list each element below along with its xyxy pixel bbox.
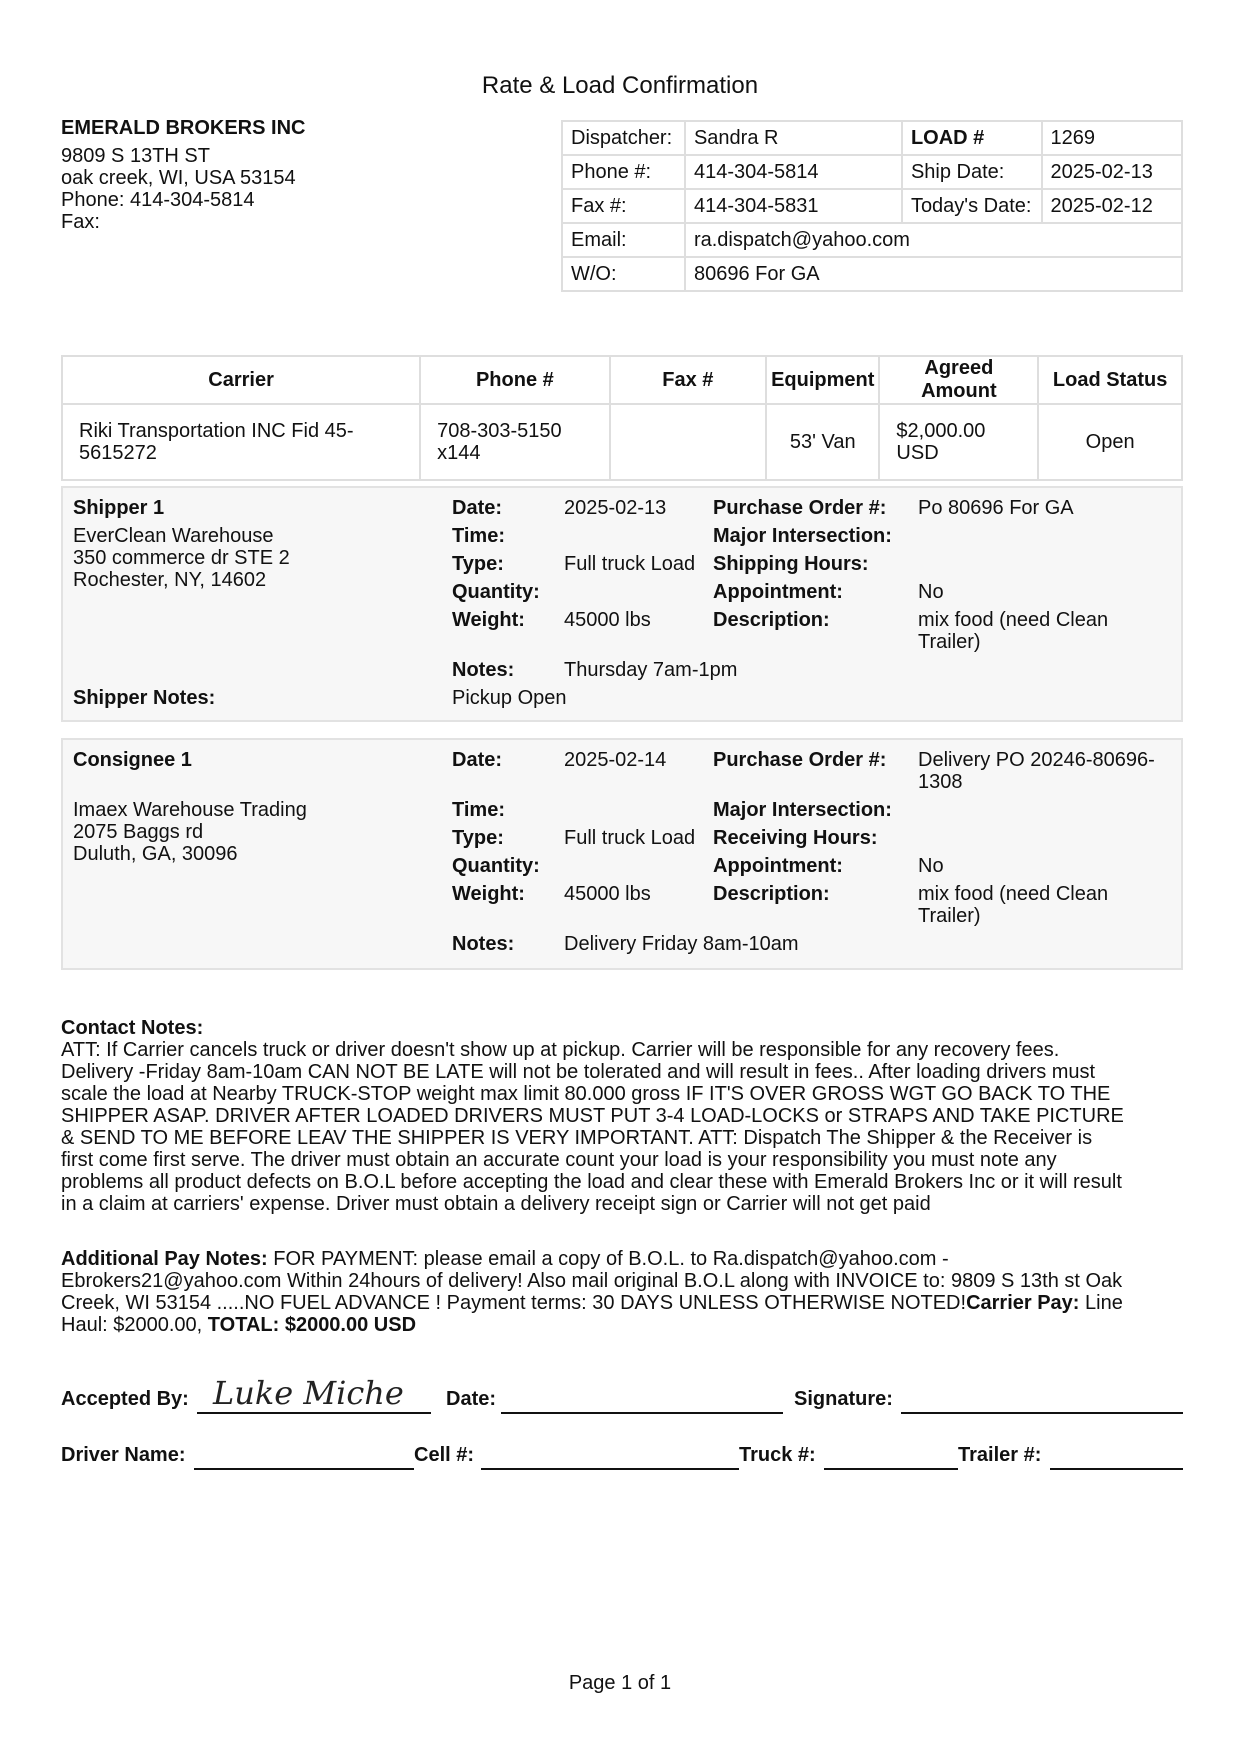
- consignee-date-label: Date:: [452, 749, 503, 771]
- shipper-description-line1: mix food (need Clean: [918, 609, 1109, 631]
- carrier-name-line2: 5615272: [79, 442, 157, 464]
- work-order-label: W/O:: [562, 257, 685, 291]
- company-address-line2: oak creek, WI, USA 53154: [61, 167, 296, 189]
- ship-date-label: Ship Date:: [902, 155, 1042, 189]
- receiving-hours-label: Receiving Hours:: [713, 827, 878, 849]
- consignee-type-value: Full truck Load: [564, 827, 696, 849]
- agreed-amount-line1: $2,000.00: [896, 420, 986, 442]
- equipment-header: Equipment: [766, 356, 879, 404]
- shipper-section: [61, 486, 1183, 722]
- dispatch-fax-label: Fax #:: [562, 189, 685, 223]
- load-number-value: 1269: [1042, 121, 1182, 155]
- agreed-amount-line2: USD: [896, 442, 939, 464]
- dispatch-phone-label: Phone #:: [562, 155, 685, 189]
- contact-notes-line: scale the load at Nearby TRUCK-STOP weight max limit 80.000 gross IF IT'S OVER GROSS WGT GO BACK TO THE: [61, 1083, 1111, 1105]
- contact-notes-line: Delivery -Friday 8am-10am CAN NOT BE LATE will not be tolerated and will result in fees.. After loading drivers must: [61, 1061, 1096, 1083]
- consignee-name: Imaex Warehouse Trading: [73, 799, 307, 821]
- carrier-table: [61, 355, 1183, 481]
- shipper-appointment-label: Appointment:: [713, 581, 843, 603]
- consignee-description-line2: Trailer): [918, 905, 981, 927]
- consignee-time-label: Time:: [452, 799, 505, 821]
- accepted-by-label: Accepted By:: [61, 1388, 189, 1410]
- pay-notes-label: Additional Pay Notes:: [61, 1248, 268, 1270]
- dispatch-table: [561, 120, 1183, 292]
- contact-notes-line: & SEND TO ME BEFORE LEAV THE SHIPPER IS VERY IMPORTANT. ATT: Dispatch The Shipper & the Receiver is: [61, 1127, 1093, 1149]
- pay-total: TOTAL: $2000.00 USD: [207, 1314, 417, 1336]
- dispatcher-value: Sandra R: [685, 121, 902, 155]
- consignee-section: [61, 738, 1183, 970]
- contact-notes-line: ATT: If Carrier cancels truck or driver doesn't show up at pickup. Carrier will be responsible for any recovery fees.: [61, 1039, 1060, 1061]
- contact-notes-line: problems all product defects on B.O.L before accepting the load and clear these with Emerald Brokers Inc or it will result: [61, 1171, 1122, 1193]
- shipper-date-value: 2025-02-13: [564, 497, 667, 519]
- shipper-intersection-label: Major Intersection:: [713, 525, 892, 547]
- shipper-notes-text: Pickup Open: [452, 687, 567, 709]
- shipper-notes-label: Notes:: [452, 659, 515, 681]
- consignee-description-line1: mix food (need Clean: [918, 883, 1109, 905]
- dispatch-email-label: Email:: [562, 223, 685, 257]
- pay-notes-line3-tail: Line: [1085, 1292, 1123, 1314]
- shipper-address-line2: Rochester, NY, 14602: [73, 569, 267, 591]
- shipper-po-label: Purchase Order #:: [713, 497, 887, 519]
- shipper-title: Shipper 1: [73, 497, 165, 519]
- work-order-value: 80696 For GA: [685, 257, 1182, 291]
- shipper-quantity-label: Quantity:: [452, 581, 540, 603]
- carrier-pay-label: Carrier Pay:: [966, 1292, 1080, 1314]
- load-number-label: LOAD #: [902, 121, 1042, 155]
- company-phone: Phone: 414-304-5814: [61, 189, 255, 211]
- carrier-fax-cell: [610, 404, 766, 480]
- company-fax: Fax:: [61, 211, 100, 233]
- dispatcher-label: Dispatcher:: [562, 121, 685, 155]
- fax-header: Fax #: [610, 356, 766, 404]
- carrier-name-cell: [62, 404, 420, 480]
- consignee-title: Consignee 1: [73, 749, 192, 771]
- date-line[interactable]: [501, 1412, 783, 1414]
- consignee-appointment-label: Appointment:: [713, 855, 843, 877]
- dispatch-fax-value: 414-304-5831: [685, 189, 902, 223]
- truck-label: Truck #:: [739, 1444, 816, 1466]
- signature-row: [61, 1374, 1183, 1414]
- driver-name-line[interactable]: [194, 1468, 414, 1470]
- company-block: [61, 117, 305, 233]
- pay-notes-line2: Ebrokers21@yahoo.com Within 24hours of delivery! Also mail original B.O.L along with INVOICE to: 9809 S 13th st Oak: [61, 1270, 1123, 1292]
- shipper-description-label: Description:: [713, 609, 830, 631]
- consignee-po-line1: Delivery PO 20246-80696-: [918, 749, 1155, 771]
- consignee-po-label: Purchase Order #:: [713, 749, 887, 771]
- consignee-quantity-label: Quantity:: [452, 855, 540, 877]
- load-status-header: Load Status: [1038, 356, 1182, 404]
- todays-date-label: Today's Date:: [902, 189, 1042, 223]
- contact-notes-line: SHIPPER ASAP. DRIVER AFTER LOADED DRIVERS MUST PUT 3-4 LOAD-LOCKS or STRAPS AND TAKE PICTURE: [61, 1105, 1124, 1127]
- agreed-amount-cell: [879, 404, 1038, 480]
- shipper-weight-label: Weight:: [452, 609, 525, 631]
- consignee-type-label: Type:: [452, 827, 504, 849]
- shipping-hours-label: Shipping Hours:: [713, 553, 869, 575]
- contact-notes-line: in a claim at carriers' expense. Driver must obtain a delivery receipt sign or Carrier will not get paid: [61, 1193, 931, 1215]
- accepted-by-line[interactable]: [197, 1412, 431, 1414]
- signature-label: Signature:: [794, 1388, 893, 1410]
- load-status-cell: Open: [1038, 404, 1182, 480]
- accepted-by-signature: Luke Miche: [213, 1374, 404, 1412]
- shipper-weight-value: 45000 lbs: [564, 609, 651, 631]
- pay-notes-line3: Creek, WI 53154 .....NO FUEL ADVANCE ! Payment terms: 30 DAYS UNLESS OTHERWISE NOTED!: [61, 1292, 967, 1314]
- company-name: EMERALD BROKERS INC: [61, 117, 306, 139]
- shipper-appointment-value: No: [918, 581, 944, 603]
- pay-notes-line4: Haul: $2000.00,: [61, 1314, 203, 1336]
- page-number: Page 1 of 1: [568, 1672, 672, 1694]
- shipper-notes-heading: Shipper Notes:: [73, 687, 216, 709]
- contact-notes-line: first come first serve. The driver must obtain an accurate count your load is your responsibility you must note any: [61, 1149, 1057, 1171]
- cell-line[interactable]: [481, 1468, 739, 1470]
- phone-header: Phone #: [420, 356, 609, 404]
- todays-date-value: 2025-02-12: [1042, 189, 1182, 223]
- equipment-cell: 53' Van: [766, 404, 879, 480]
- dispatch-phone-value: 414-304-5814: [685, 155, 902, 189]
- shipper-type-value: Full truck Load: [564, 553, 696, 575]
- carrier-phone-line2: x144: [437, 442, 481, 464]
- ship-date-value: 2025-02-13: [1042, 155, 1182, 189]
- shipper-time-label: Time:: [452, 525, 505, 547]
- carrier-name-line1: Riki Transportation INC Fid 45-: [79, 420, 354, 442]
- document-title: Rate & Load Confirmation: [481, 72, 759, 99]
- carrier-phone-line1: 708-303-5150: [437, 420, 562, 442]
- consignee-po-line2: 1308: [918, 771, 963, 793]
- contact-notes: [61, 1017, 1161, 1215]
- consignee-weight-label: Weight:: [452, 883, 525, 905]
- shipper-type-label: Type:: [452, 553, 504, 575]
- consignee-weight-value: 45000 lbs: [564, 883, 651, 905]
- dispatch-email-value: ra.dispatch@yahoo.com: [685, 223, 1182, 257]
- shipper-description-line2: Trailer): [918, 631, 981, 653]
- shipper-date-label: Date:: [452, 497, 503, 519]
- trailer-label: Trailer #:: [958, 1444, 1042, 1466]
- consignee-appointment-value: No: [918, 855, 944, 877]
- shipper-notes-value: Thursday 7am-1pm: [564, 659, 738, 681]
- consignee-notes-label: Notes:: [452, 933, 515, 955]
- company-address-line1: 9809 S 13TH ST: [61, 145, 210, 167]
- pay-notes-line1: FOR PAYMENT: please email a copy of B.O.L. to Ra.dispatch@yahoo.com -: [273, 1248, 949, 1270]
- trailer-line[interactable]: [1050, 1468, 1183, 1470]
- driver-row: [61, 1440, 1183, 1470]
- consignee-address-line1: 2075 Baggs rd: [73, 821, 204, 843]
- date-label: Date:: [446, 1388, 497, 1410]
- shipper-po-value: Po 80696 For GA: [918, 497, 1074, 519]
- consignee-address-line2: Duluth, GA, 30096: [73, 843, 238, 865]
- consignee-intersection-label: Major Intersection:: [713, 799, 892, 821]
- shipper-name: EverClean Warehouse: [73, 525, 274, 547]
- truck-line[interactable]: [824, 1468, 958, 1470]
- carrier-header: Carrier: [62, 356, 420, 404]
- signature-line[interactable]: [901, 1412, 1183, 1414]
- additional-pay-notes: [61, 1248, 1161, 1336]
- table-row: [62, 404, 1182, 480]
- contact-notes-label: Contact Notes:: [61, 1017, 204, 1039]
- consignee-date-value: 2025-02-14: [564, 749, 667, 771]
- agreed-amount-header: Agreed Amount: [879, 356, 1038, 404]
- consignee-notes-value: Delivery Friday 8am-10am: [564, 933, 799, 955]
- carrier-phone-cell: [420, 404, 609, 480]
- shipper-address-line1: 350 commerce dr STE 2: [73, 547, 290, 569]
- consignee-description-label: Description:: [713, 883, 830, 905]
- cell-label: Cell #:: [414, 1444, 475, 1466]
- driver-name-label: Driver Name:: [61, 1444, 186, 1466]
